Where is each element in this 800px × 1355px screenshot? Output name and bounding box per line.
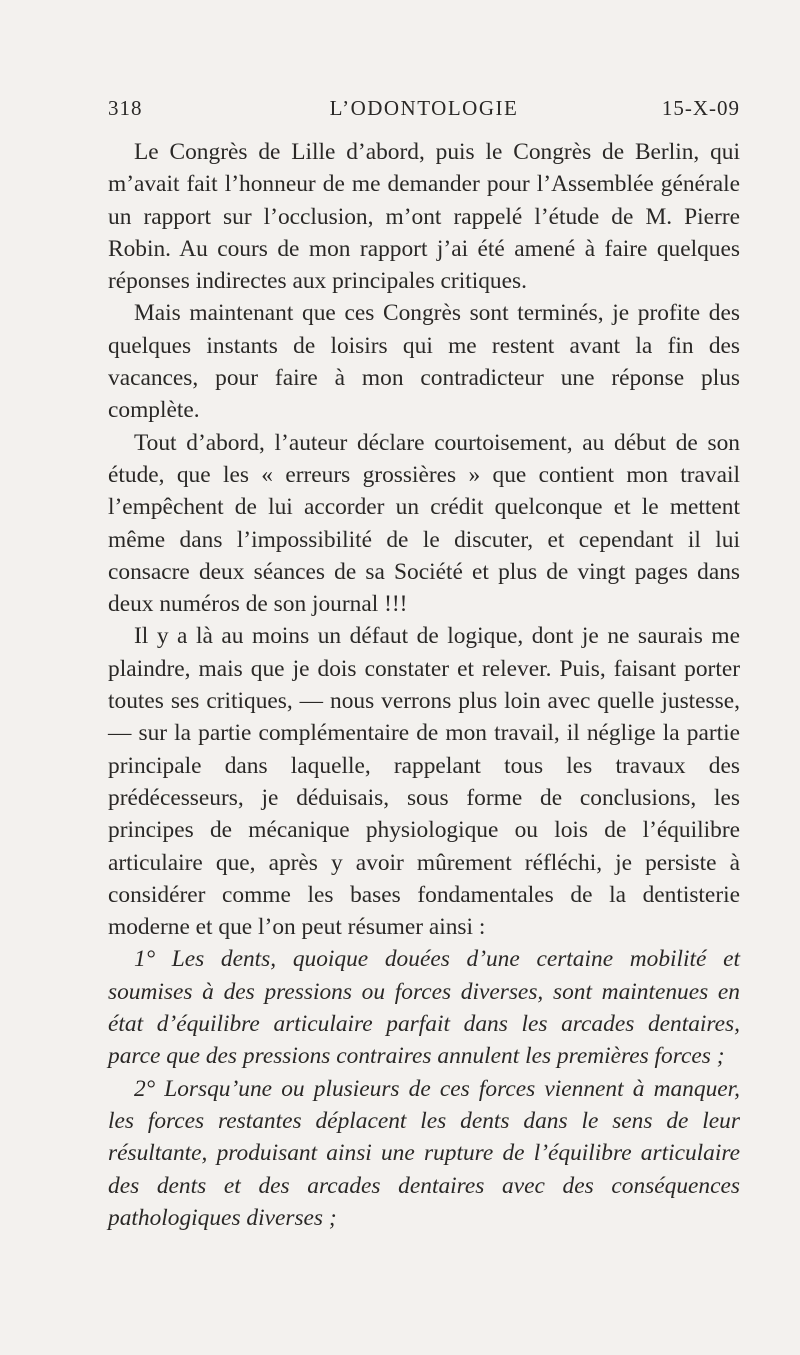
journal-title: L’ODONTOLOGIE bbox=[329, 96, 519, 120]
paragraph: Le Congrès de Lille d’abord, puis le Congrès de Berlin, qui m’avait fait l’honneur de me demander pour l’Assemblée générale un rapport sur l’occlusion, m’ont rappelé l’étude de M. Pierre Robin. Au cours de mon rapport j’ai été amené à faire quelques réponses indirectes aux principales critiques. bbox=[108, 139, 740, 295]
principle-1: 1° Les dents, quoique douées d’une certaine mobilité et soumises à des pressions ou forces diverses, sont maintenues en état d’équilibre articulaire parfait dans les arcades dentaires, parce que des pressions contraires annulent les premières forces ; bbox=[108, 946, 740, 1070]
paragraph: Tout d’abord, l’auteur déclare courtoisement, au début de son étude, que les « erreurs grossières » que contient mon travail l’empêchent de lui accorder un crédit quelconque et le mettent même dans l’impossibilité de le discuter, et cependant il lui consacre deux séances de sa Société et plus de vingt pages dans deux numéros de son journal !!! bbox=[108, 429, 740, 618]
running-header bbox=[108, 96, 740, 126]
page-number: 318 bbox=[108, 96, 143, 120]
issue-date: 15-X-09 bbox=[661, 96, 740, 120]
body-text bbox=[108, 136, 740, 1234]
paragraph: Il y a là au moins un défaut de logique, dont je ne saurais me plaindre, mais que je dois constater et relever. Puis, faisant porter toutes ses critiques, — nous verrons plus loin avec quelle justesse, — sur la partie complémentaire de mon travail, il néglige la partie principale dans laquelle, rappelant tous les travaux des prédécesseurs, je déduisais, sous forme de conclusions, les principes de mécanique physiologique ou lois de l’équilibre articulaire que, après y avoir mûrement réfléchi, je persiste à considérer comme les bases fondamentales de la dentisterie moderne et que l’on peut résumer ainsi : bbox=[108, 623, 740, 941]
paragraph: Mais maintenant que ces Congrès sont terminés, je profite des quelques instants de loisirs qui me restent avant la fin des vacances, pour faire à mon contradicteur une réponse plus complète. bbox=[108, 300, 740, 424]
principle-2: 2° Lorsqu’une ou plusieurs de ces forces viennent à manquer, les forces restantes déplacent les dents dans le sens de leur résultante, produisant ainsi une rupture de l’équilibre articulaire des dents et des arcades dentaires avec des conséquences pathologiques diverses ; bbox=[108, 1075, 740, 1231]
